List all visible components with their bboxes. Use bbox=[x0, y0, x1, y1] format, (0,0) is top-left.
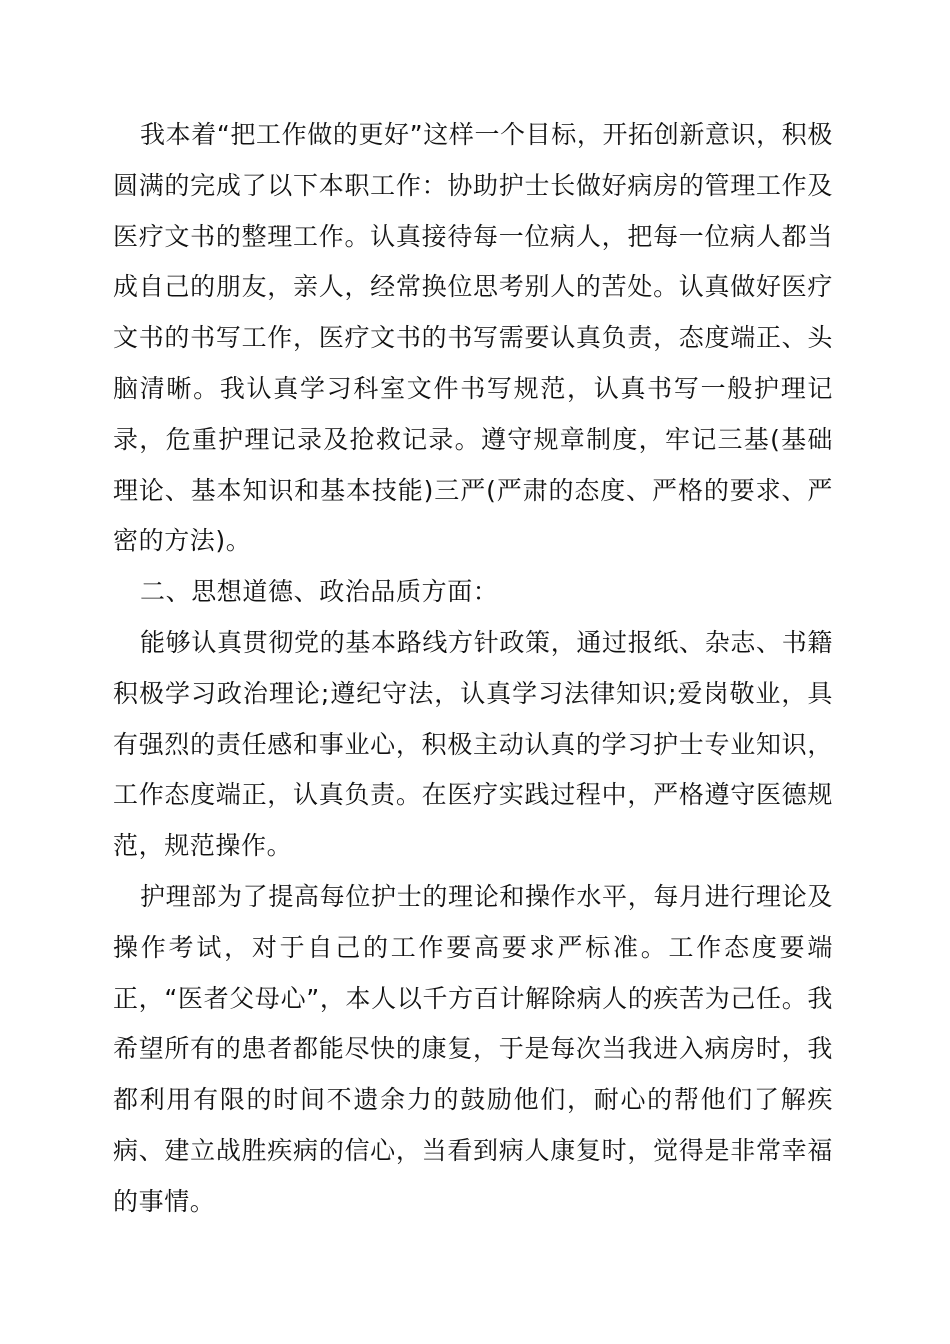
paragraph-ideology: 能够认真贯彻党的基本路线方针政策，通过报纸、杂志、书籍积极学习政治理论;遵纪守法，认真学习法律知识;爱岗敬业，具有强烈的责任感和事业心，积极主动认真的学习护士专业知识，工作态度端正，认真负责。在医疗实践过程中，严格遵守医德规范，规范操作。 bbox=[113, 627, 833, 861]
section-heading-ideology: 二、思想道德、政治品质方面： bbox=[140, 577, 499, 607]
paragraph-nursing-training: 护理部为了提高每位护士的理论和操作水平，每月进行理论及操作考试，对于自己的工作要高要求严标准。工作态度要端正，“医者父母心”，本人以千方百计解除病人的疾苦为己任。我希望所有的患者都能尽快的康复，于是每次当我进入病房时，我都利用有限的时间不遗余力的鼓励他们，耐心的帮他们了解疾病、建立战胜疾病的信心，当看到病人康复时，觉得是非常幸福的事情。 bbox=[113, 881, 833, 1216]
document-body bbox=[113, 110, 833, 1228]
paragraph-work-summary: 我本着“把工作做的更好”这样一个目标，开拓创新意识，积极圆满的完成了以下本职工作：协助护士长做好病房的管理工作及医疗文书的整理工作。认真接待每一位病人，把每一位病人都当成自己的朋友，亲人，经常换位思考别人的苦处。认真做好医疗文书的书写工作，医疗文书的书写需要认真负责，态度端正、头脑清晰。我认真学习科室文件书写规范，认真书写一般护理记录，危重护理记录及抢救记录。遵守规章制度，牢记三基(基础理论、基本知识和基本技能)三严(严肃的态度、严格的要求、严密的方法)。 bbox=[113, 120, 833, 556]
